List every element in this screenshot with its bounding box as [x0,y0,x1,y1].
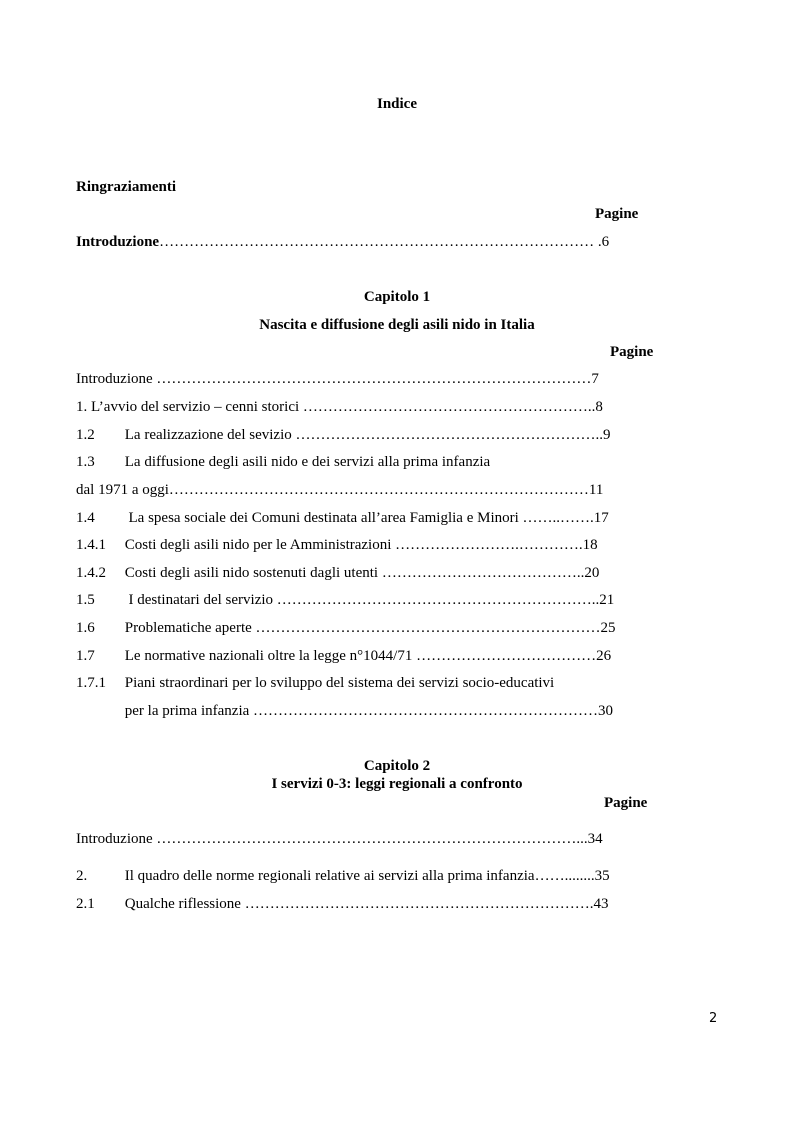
chapter1-heading: Capitolo 1 [363,289,431,305]
toc-entry: 1.7.1 Piani straordinari per lo sviluppo del sistema dei servizi socio-educativi [76,675,555,691]
toc-entry: 1.4.2 Costi degli asili nido sostenuti dagli utenti …………………………………..20 [76,565,600,581]
introduzione-label: Introduzione [76,234,160,250]
toc-entry: 1.6 Problematiche aperte ……………………………………………………………25 [76,620,616,636]
chapter2-subtitle: I servizi 0-3: leggi regionali a confronto [271,776,523,792]
pagine-label: Pagine [595,206,639,222]
toc-entry: 2. Il quadro delle norme regionali relative ai servizi alla prima infanzia……........35 [76,868,610,884]
toc-entry: per la prima infanzia ……………………………………………………………30 [76,703,614,719]
chapter1-subtitle: Nascita e diffusione degli asili nido in Italia [259,317,535,333]
chapter1-pagine-label: Pagine [610,344,654,360]
toc-entry: 1.3 La diffusione degli asili nido e dei servizi alla prima infanzia [76,454,491,470]
page-ref: .6 [594,234,610,250]
toc-entry: 1. L’avvio del servizio – cenni storici …………………………………………………..8 [76,399,603,415]
toc-entry: 1.4.1 Costi degli asili nido per le Amministrazioni …………………….………….18 [76,537,598,553]
toc-entry: 1.2 La realizzazione del sevizio ……………………………………………………..9 [76,427,611,443]
page-title: Indice [376,96,417,112]
chapter2-heading: Capitolo 2 [363,758,431,774]
toc-entry: 1.5 I destinatari del servizio ………………………………………………………..21 [76,592,615,608]
toc-entry: dal 1971 a oggi…………………………………………………………………………11 [76,482,604,498]
toc-entry: 1.4 La spesa sociale dei Comuni destinata all’area Famiglia e Minori ……..…….17 [76,510,609,526]
toc-entry: 2.1 Qualche riflessione …………………………………………………………….43 [76,896,609,912]
toc-entry-introduzione [76,235,609,250]
page-number: 2 [709,1011,718,1026]
chapter2-pagine-label: Pagine [604,795,648,811]
ringraziamenti-heading: Ringraziamenti [76,179,176,195]
leader-dots: …………………………………………………………………………… [159,234,595,250]
toc-entry: Introduzione …………………………………………………………………………...34 [76,831,603,847]
toc-entry: Introduzione ……………………………………………………………………………7 [76,371,599,387]
toc-entry: 1.7 Le normative nazionali oltre la legge n°1044/71 ………………………………26 [76,648,612,664]
